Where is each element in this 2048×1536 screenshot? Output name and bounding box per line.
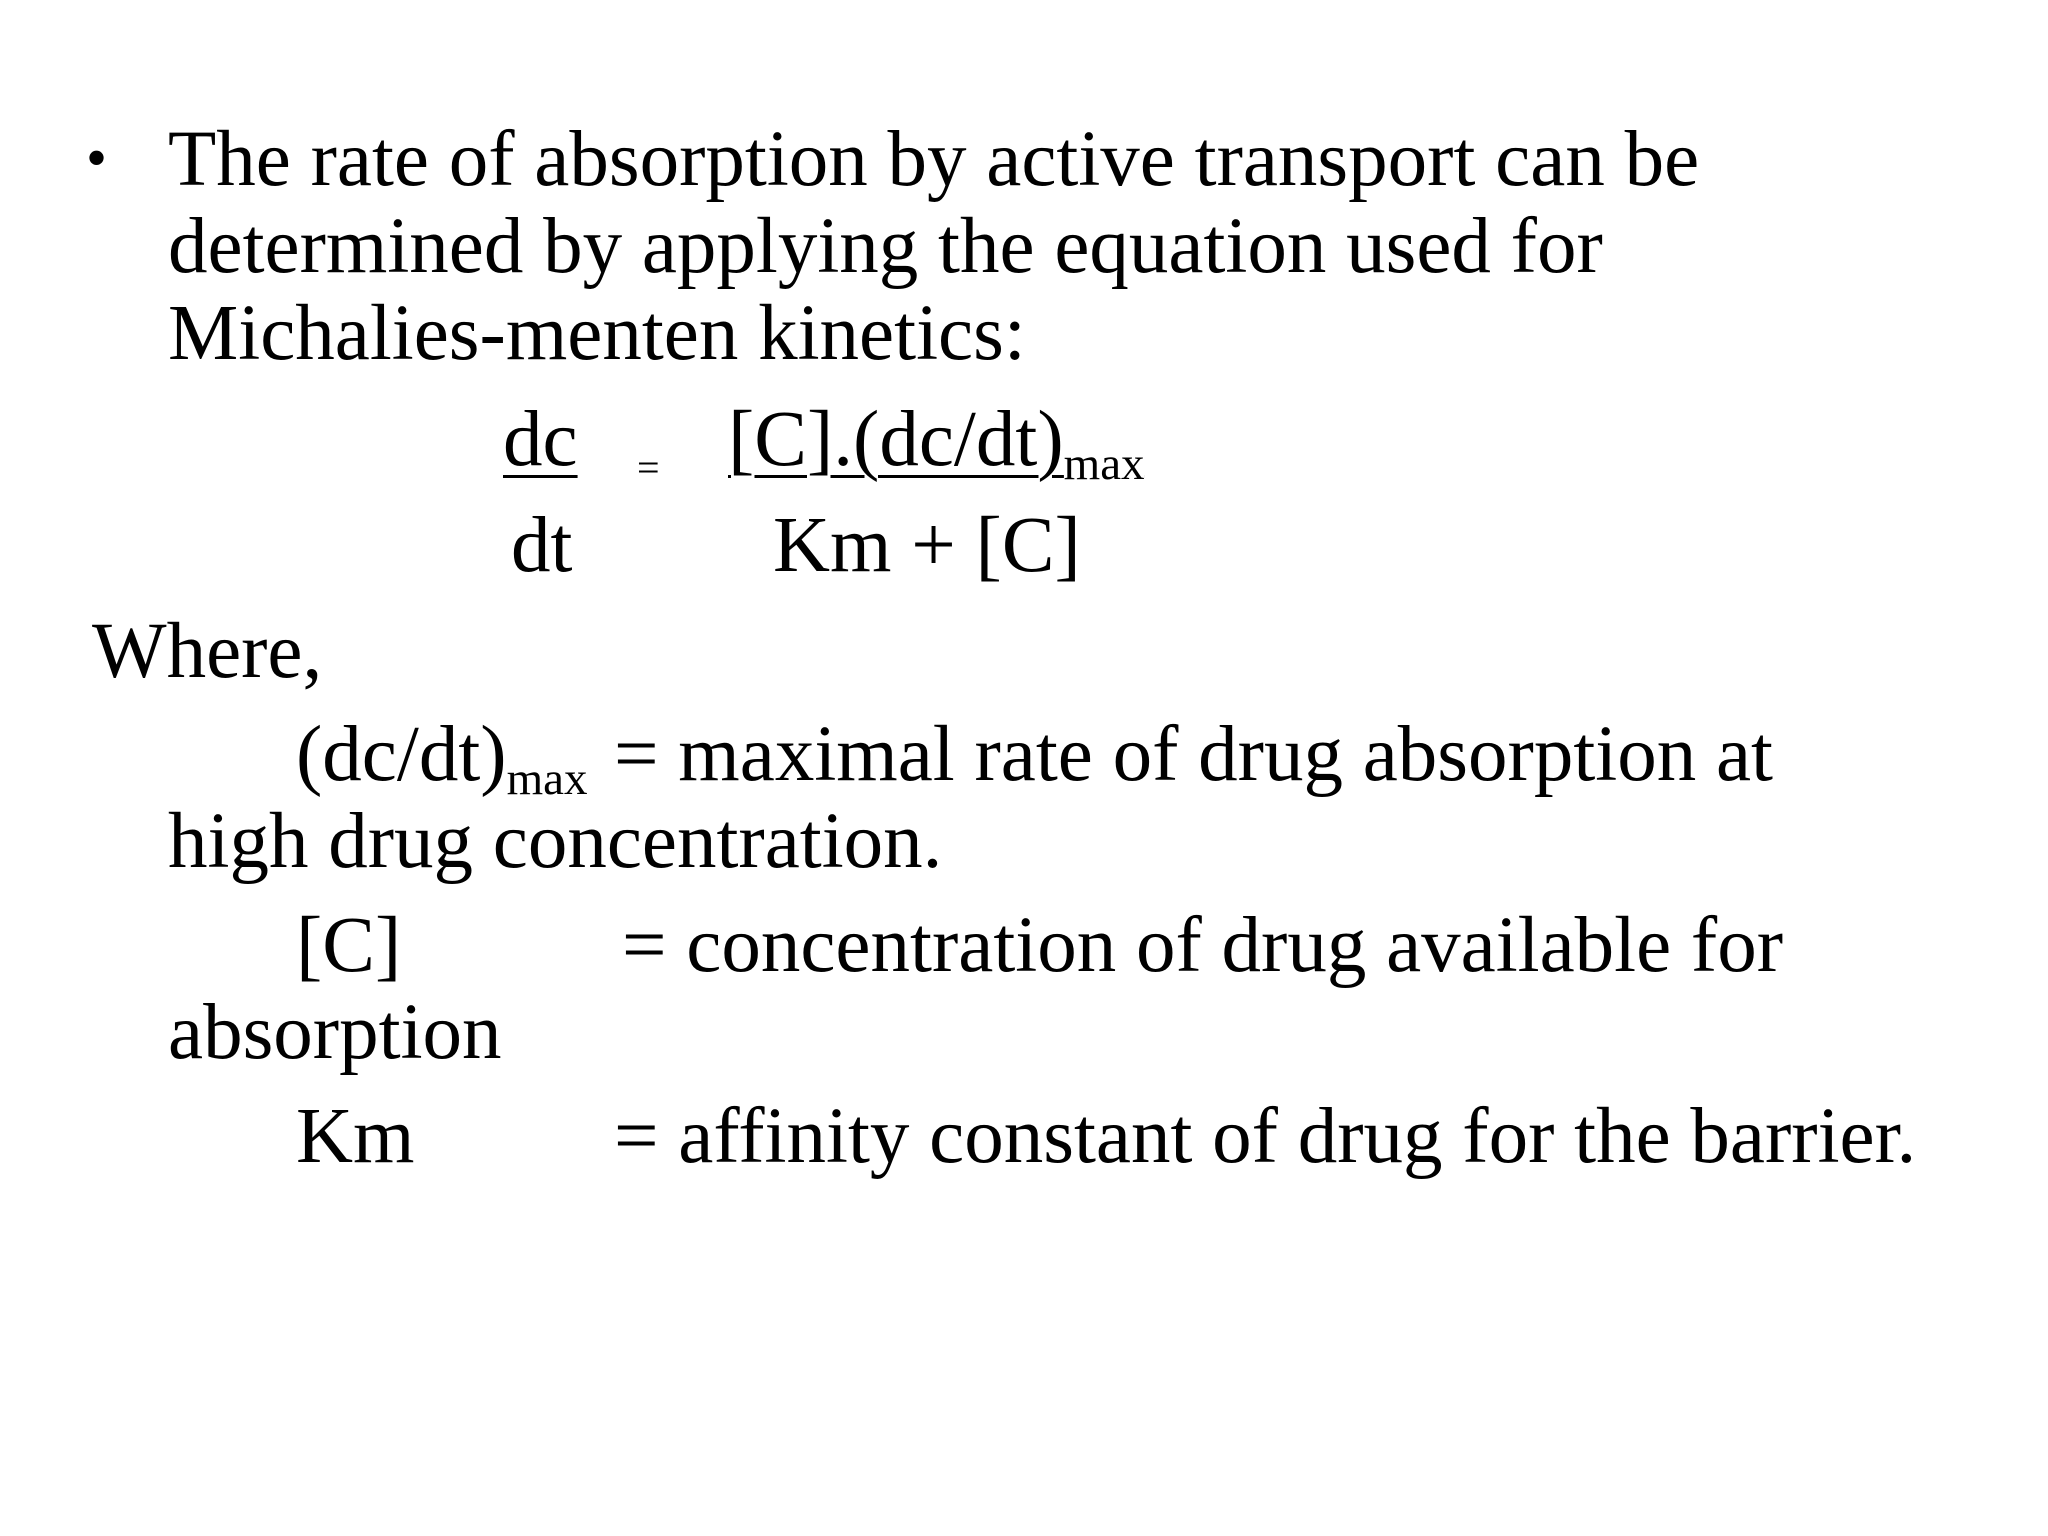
definition-2-desc-line-1: = concentration of drug available for <box>622 902 1784 989</box>
bullet-line-2: determined by applying the equation used for <box>168 203 1603 290</box>
definition-term-main: (dc/dt) <box>296 711 507 798</box>
equation-rhs-denominator: Km + [C] <box>773 502 1081 589</box>
equation-equals-sign: = <box>637 445 660 490</box>
equation-rhs-numerator-sub: max <box>1063 438 1145 490</box>
equation-rhs-numerator <box>728 396 1145 490</box>
definition-3-desc: = affinity constant of drug for the barrier. <box>614 1093 1917 1180</box>
definition-term-dcdt-max <box>296 711 588 805</box>
definition-2-desc-line-2: absorption <box>168 989 502 1076</box>
definition-term-sub: max <box>506 753 588 805</box>
definition-1-desc-line-2: high drug concentration. <box>168 798 943 885</box>
bullet-line-1: The rate of absorption by active transport can be <box>168 116 1700 203</box>
definition-term-c: [C] <box>296 902 402 989</box>
equation-lhs-denominator: dt <box>511 502 573 589</box>
equation-rhs-numerator-main: [C].(dc/dt) <box>728 396 1064 483</box>
definition-1-desc-line-1: = maximal rate of drug absorption at <box>614 711 1774 798</box>
bullet-line-3: Michalies-menten kinetics: <box>168 290 1026 377</box>
equation-lhs-numerator: dc <box>503 396 578 483</box>
bullet-point: • <box>86 125 108 191</box>
definition-term-km: Km <box>296 1093 415 1180</box>
where-label: Where, <box>92 608 323 695</box>
